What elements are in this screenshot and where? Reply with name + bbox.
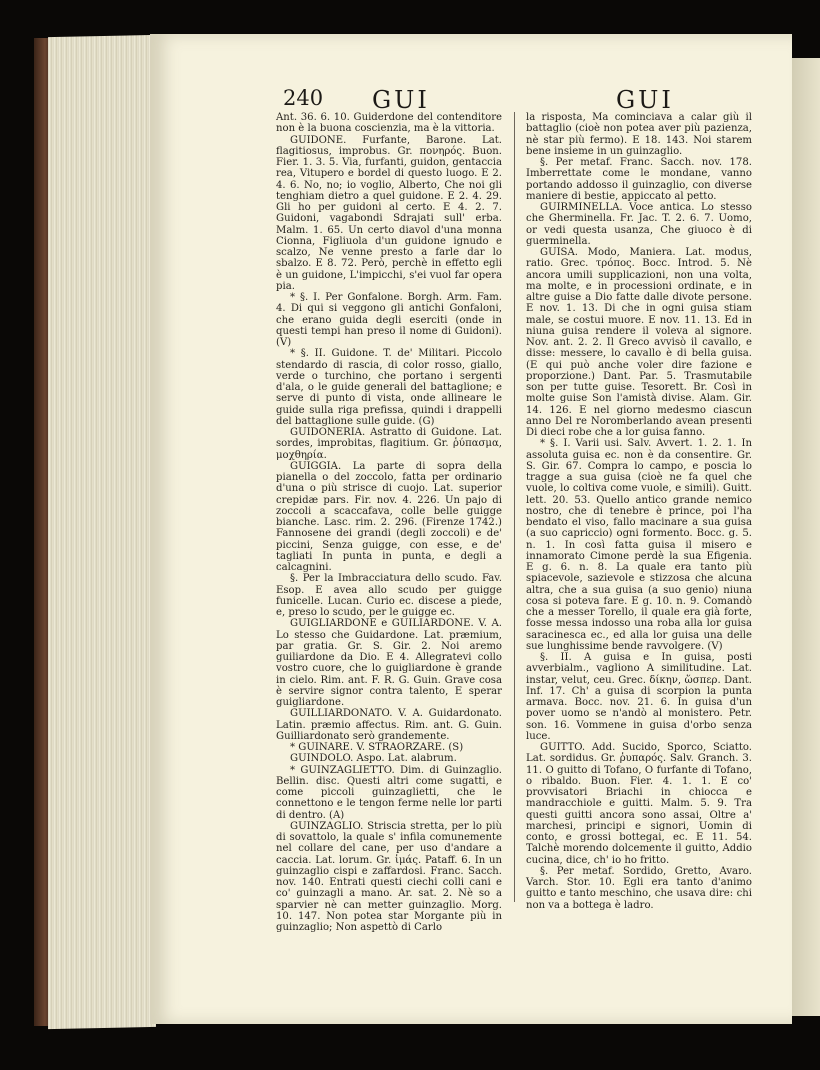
- entry-paragraph: GUINDOLO. Aspo. Lat. alabrum.: [290, 753, 457, 765]
- entry-paragraph: GUIDONERIA. Astratto di Guidone. Lat. sordes, improbitas, flagitium. Gr. ῥύπασμα, μοχθηρία.: [276, 427, 502, 461]
- left-column: [276, 112, 502, 933]
- entry-paragraph: §. II. A guisa e In guisa, posti avverbialm., vagliono A similitudine. Lat. instar, velut, ceu. Grec. δίκην, ὥσπερ. Dant. Inf. 17. Ch' a guisa di scorpion la punta armava. Bocc. nov. 21. 6. In guisa d'un pover uomo se n'andò al monistero. Petr. son. 16. Vommene in guisa d'orbo senza luce.: [526, 652, 752, 742]
- entry-paragraph: GUINZAGLIO. Striscia stretta, per lo più di sovattolo, la quale s' infila comunemente nel collare del cane, per uso d'andare a caccia. Lat. lorum. Gr. ἱμάς. Pataff. 6. In un guinzaglio cispi e zaffardosi. Franc. Sacch. nov. 140. Entrati questi ciechi colli cani e co' guinzagli a mano. Ar. sat. 2. Nè so a sparvier nè can metter guinzaglio. Morg. 10. 147. Non potea star Morgante più in guinzaglio; Non aspettò di Carlo: [276, 820, 502, 933]
- entry-paragraph: GUIDONE. Furfante, Barone. Lat. flagitiosus, improbus. Gr. πονηρός. Buon. Fier. 1. 3. 5. Via, furfanti, guidon, gentaccia rea, Vitupero e bordel di questo luogo. E 2. 4. 6. No, no; io voglio, Alberto, Che noi gli tenghiam dietro a quel guidone. E 2. 4. 29. Gli ho per guidoni al certo. E 4. 2. 7. Guidoni, vagabondi Sdrajati sull' erba. Malm. 1. 65. Un certo diavol d'una monna Cionna, Figliuola d'un guidone ignudo e scalzo, Ne venne presto a farle dar lo sbalzo. E 8. 72. Però, perchè in effetto egli è un guidone, L'impicchi, s'ei vuol far opera pia.: [276, 134, 502, 292]
- entry-paragraph: GUISA. Modo, Maniera. Lat. modus, ratio. Grec. τρόπος. Bocc. Introd. 5. Nè ancora umili supplicazioni, non una volta, ma molte, e in processioni ordinate, e in altre guise a Dio fatte dalle divote persone. E nov. 1. 13. Di che in ogni guisa stiam male, se costui muore. E nov. 11. 13. Ed in niuna guisa rendere il voleva al signore. Nov. ant. 2. 2. Il Greco avvisò il cavallo, e disse: messere, lo cavallo è di bella guisa. (E qui può anche voler dire fazione e proporzione.) Dant. Par. 5. Trasmutabile son per tutte guise. Tesorett. Br. Così in molte guise Son l'amistà divise. Alam. Gir. 14. 126. E nel giorno medesmo ciascun anno Del re Noromberlando avean presenti Di dieci robe che a lor guisa fanno.: [526, 247, 752, 438]
- right-column: [526, 112, 752, 911]
- entry-paragraph: Ant. 36. 6. 10. Guiderdone del contenditore non è la buona coscienzia, ma è la vittoria.: [276, 112, 502, 135]
- entry-paragraph: * GUINARE. V. STRAORZARE. (S): [290, 742, 464, 753]
- entry-paragraph: * GUINZAGLIETTO. Dim. di Guinzaglio. Bellin. disc. Questi altri come sugatti, e come piccoli guinzaglietti, che le connettono e le tengon ferme nelle lor parti di dentro. (A): [276, 764, 502, 821]
- entry-paragraph: GUIGLIARDONE e GUILIARDONE. V. A. Lo stesso che Guidardone. Lat. præmium, par gratia. Gr. S. Gir. 2. Noi aremo guiliardone da Dio. E 4. Allegratevi collo vostro cuore, che lo guigliardone è grande in cielo. Rim. ant. F. R. G. Guin. Grave cosa è servire signor contra talento, E sperar guigliardone.: [276, 618, 502, 708]
- entry-paragraph: GUIGGIA. La parte di sopra della pianella o del zoccolo, fatta per ordinario d'una o più strisce di cuojo. Lat. superior crepidæ pars. Fir. nov. 4. 226. Un pajo di zoccoli a scaccafava, colle belle guigge bianche. Lasc. rim. 2. 296. (Firenze 1742.) Fannosene dei grandi (degli zoccoli) e de' piccini, Senza guigge, con esse, e de' tagliati In punta in punta, e degli a calcagnini.: [276, 460, 502, 573]
- next-page-edge: [792, 58, 820, 1016]
- running-head-left: GUI: [372, 86, 430, 114]
- page-block-edges: [48, 35, 156, 1029]
- entry-paragraph: GUITTO. Add. Sucido, Sporco, Sciatto. Lat. sordidus. Gr. ῥυπαρός. Salv. Granch. 3. 11. O guitto di Tofano, O furfante di Tofano, o ribaldo. Buon. Fier. 4. 1. 1. E co' provvisatori Briachi in chiocca e mandracchiole e guitti. Malm. 5. 9. Tra questi guitti ancora sono assai, Oltre a' marchesi, principi e signori, Uomin di conto, e grossi bottegai, ec. E 11. 54. Talchè morendo dolcemente il guitto, Addio cucina, dice, ch' io ho fritto.: [526, 742, 752, 866]
- running-head-right: GUI: [616, 86, 674, 114]
- entry-paragraph: GUIRMINELLA. Voce antica. Lo stesso che Gherminella. Fr. Jac. T. 2. 6. 7. Uomo, or vedi questa usanza, Che giuoco è di guerminella.: [526, 202, 752, 247]
- entry-paragraph: GUILLIARDONATO. V. A. Guidardonato. Latin. præmio affectus. Rim. ant. G. Guin. Guilliardonato serò grandemente.: [276, 708, 502, 742]
- entry-paragraph: §. Per la Imbracciatura dello scudo. Fav. Esop. E avea allo scudo per guigge funicelle. Lucan. Curio ec. discese a piede, e, preso lo scudo, per le guigge ec.: [276, 573, 502, 618]
- column-rule: [514, 112, 515, 902]
- entry-paragraph: * §. II. Guidone. T. de' Militari. Piccolo stendardo di rascia, di color rosso, giallo, verde o turchino, che portano i sergenti d'ala, o le guide generali del battaglione; e serve di punto di vista, onde allineare le guide sulla riga prefissa, quindi i drappelli del battaglione sulle guide. (G): [276, 348, 502, 427]
- entry-paragraph: * §. I. Varii usi. Salv. Avvert. 1. 2. 1. In assoluta guisa ec. non è da consentire. Gr. S. Gir. 67. Compra lo campo, e poscia lo tragge a sua guisa (cioè ne fa quel che vuole, lo coltiva come vuole, e simili). Guitt. lett. 20. 53. Quello antico grande nemico nostro, che di tenebre è prince, poi l'ha bendato el viso, fallo macinare a sua guisa (a suo capriccio) ogni formento. Bocc. g. 5. n. 1. In così fatta guisa il misero e innamorato Cimone perdè la sua Efigenia. E g. 6. n. 8. La quale era tanto più spiacevole, sazievole e stizzosa che alcuna altra, che a sua guisa (a suo genio) niuna cosa si poteva fare. E g. 10. n. 9. Comandò che a messer Torello, il quale era già forte, fosse messa indosso una roba alla lor guisa saracinesca ec., ed alla lor guisa una delle sue lunghissime bende ravvolgere. (V): [526, 438, 752, 652]
- entry-paragraph: §. Per metaf. Franc. Sacch. nov. 178. Imberrettate come le mondane, vanno portando addosso il guinzaglio, con diverse maniere di bestie, appiccato al petto.: [526, 157, 752, 202]
- entry-paragraph: la risposta, Ma cominciava a calar giù il battaglio (cioè non potea aver più pazienza, nè star più fermo). E 18. 143. Noi starem bene insieme in un guinzaglio.: [526, 112, 752, 157]
- entry-paragraph: * §. I. Per Gonfalone. Borgh. Arm. Fam. 4. Di qui si veggono gli antichi Gonfaloni, che erano guida degli eserciti (onde in questi tempi han preso il nome di Guidoni). (V): [276, 292, 502, 348]
- entry-paragraph: §. Per metaf. Sordido, Gretto, Avaro. Varch. Stor. 10. Egli era tanto d'animo guitto e tanto meschino, che usava dire: chi non va a bottega è ladro.: [526, 865, 752, 911]
- page-number: 240: [283, 86, 324, 110]
